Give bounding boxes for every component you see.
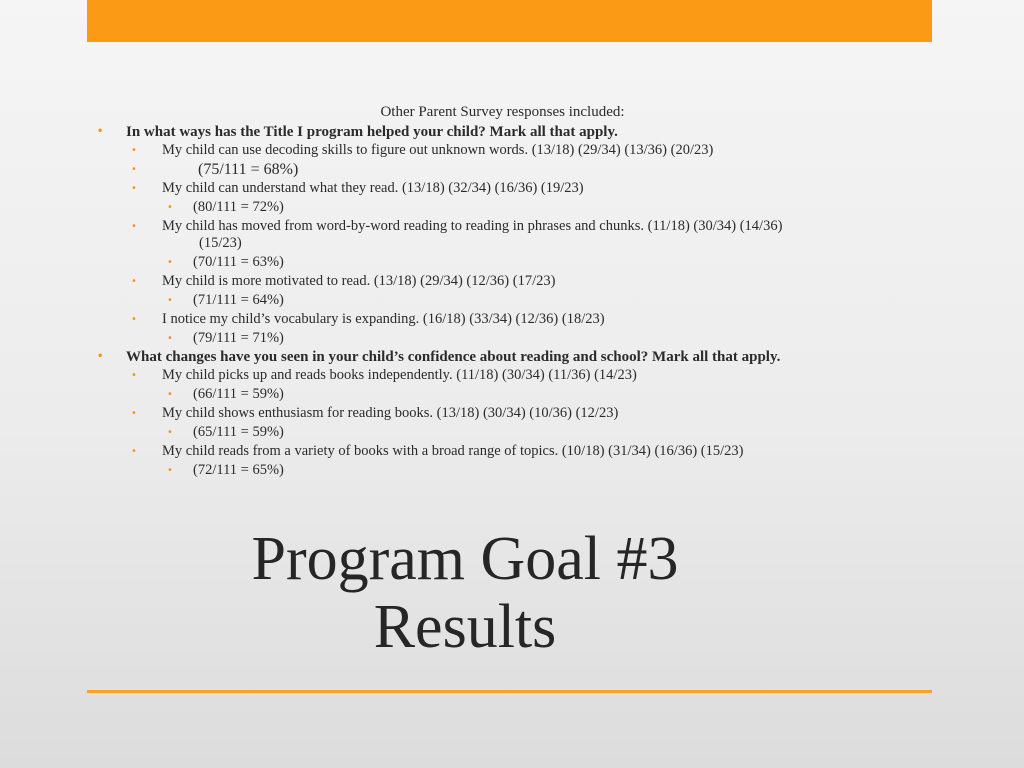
q2-item-enthusiasm: • My child shows enthusiasm for reading books. (13/18) (30/34) (10/36) (12/23) [95,405,910,422]
q1-item-phrases-text: My child has moved from word-by-word reading to reading in phrases and chunks. (11/18) (30/34) (14/36) [162,218,783,234]
slide-title [160,525,770,661]
slide-title-line-1: Program Goal #3 [251,525,679,593]
q2-item-enthusiasm-total: • (65/111 = 59%) [95,424,910,441]
question-2: • What changes have you seen in your child’s confidence about reading and school? Mark all that apply. [95,349,910,365]
q2-item-variety-total: • (72/111 = 65%) [95,462,910,479]
q1-item-vocabulary-total: • (79/111 = 71%) [95,330,910,347]
intro-text: Other Parent Survey responses included: [380,104,625,120]
q1-item-phrases [95,218,910,252]
question-1: • In what ways has the Title I program helped your child? Mark all that apply. [95,124,910,140]
top-accent-bar [87,0,932,42]
q1-item-vocabulary: • I notice my child’s vocabulary is expanding. (16/18) (33/34) (12/36) (18/23) [95,311,910,328]
q2-item-independent-total: • (66/111 = 59%) [95,386,910,403]
q1-item-phrases-total: • (70/111 = 63%) [95,254,910,271]
q1-item-motivated: • My child is more motivated to read. (13/18) (29/34) (12/36) (17/23) [95,273,910,290]
q1-item-decoding: • My child can use decoding skills to figure out unknown words. (13/18) (29/34) (13/36) (20/23) [95,142,910,159]
bottom-accent-rule [87,690,932,693]
q1-item-understand-total: • (80/111 = 72%) [95,199,910,216]
q1-item-decoding-total: • (75/111 = 68%) [95,161,910,178]
q1-item-understand: • My child can understand what they read. (13/18) (32/34) (16/36) (19/23) [95,180,910,197]
q1-item-motivated-total: • (71/111 = 64%) [95,292,910,309]
slide-title-line-2: Results [373,593,557,661]
q2-item-variety: • My child reads from a variety of books with a broad range of topics. (10/18) (31/34) (16/36) (15/23) [95,443,910,460]
survey-list [95,124,910,479]
q2-item-independent: • My child picks up and reads books independently. (11/18) (30/34) (11/36) (14/23) [95,367,910,384]
slide-body [95,104,910,481]
q1-item-phrases-cont: (15/23) [199,235,242,251]
